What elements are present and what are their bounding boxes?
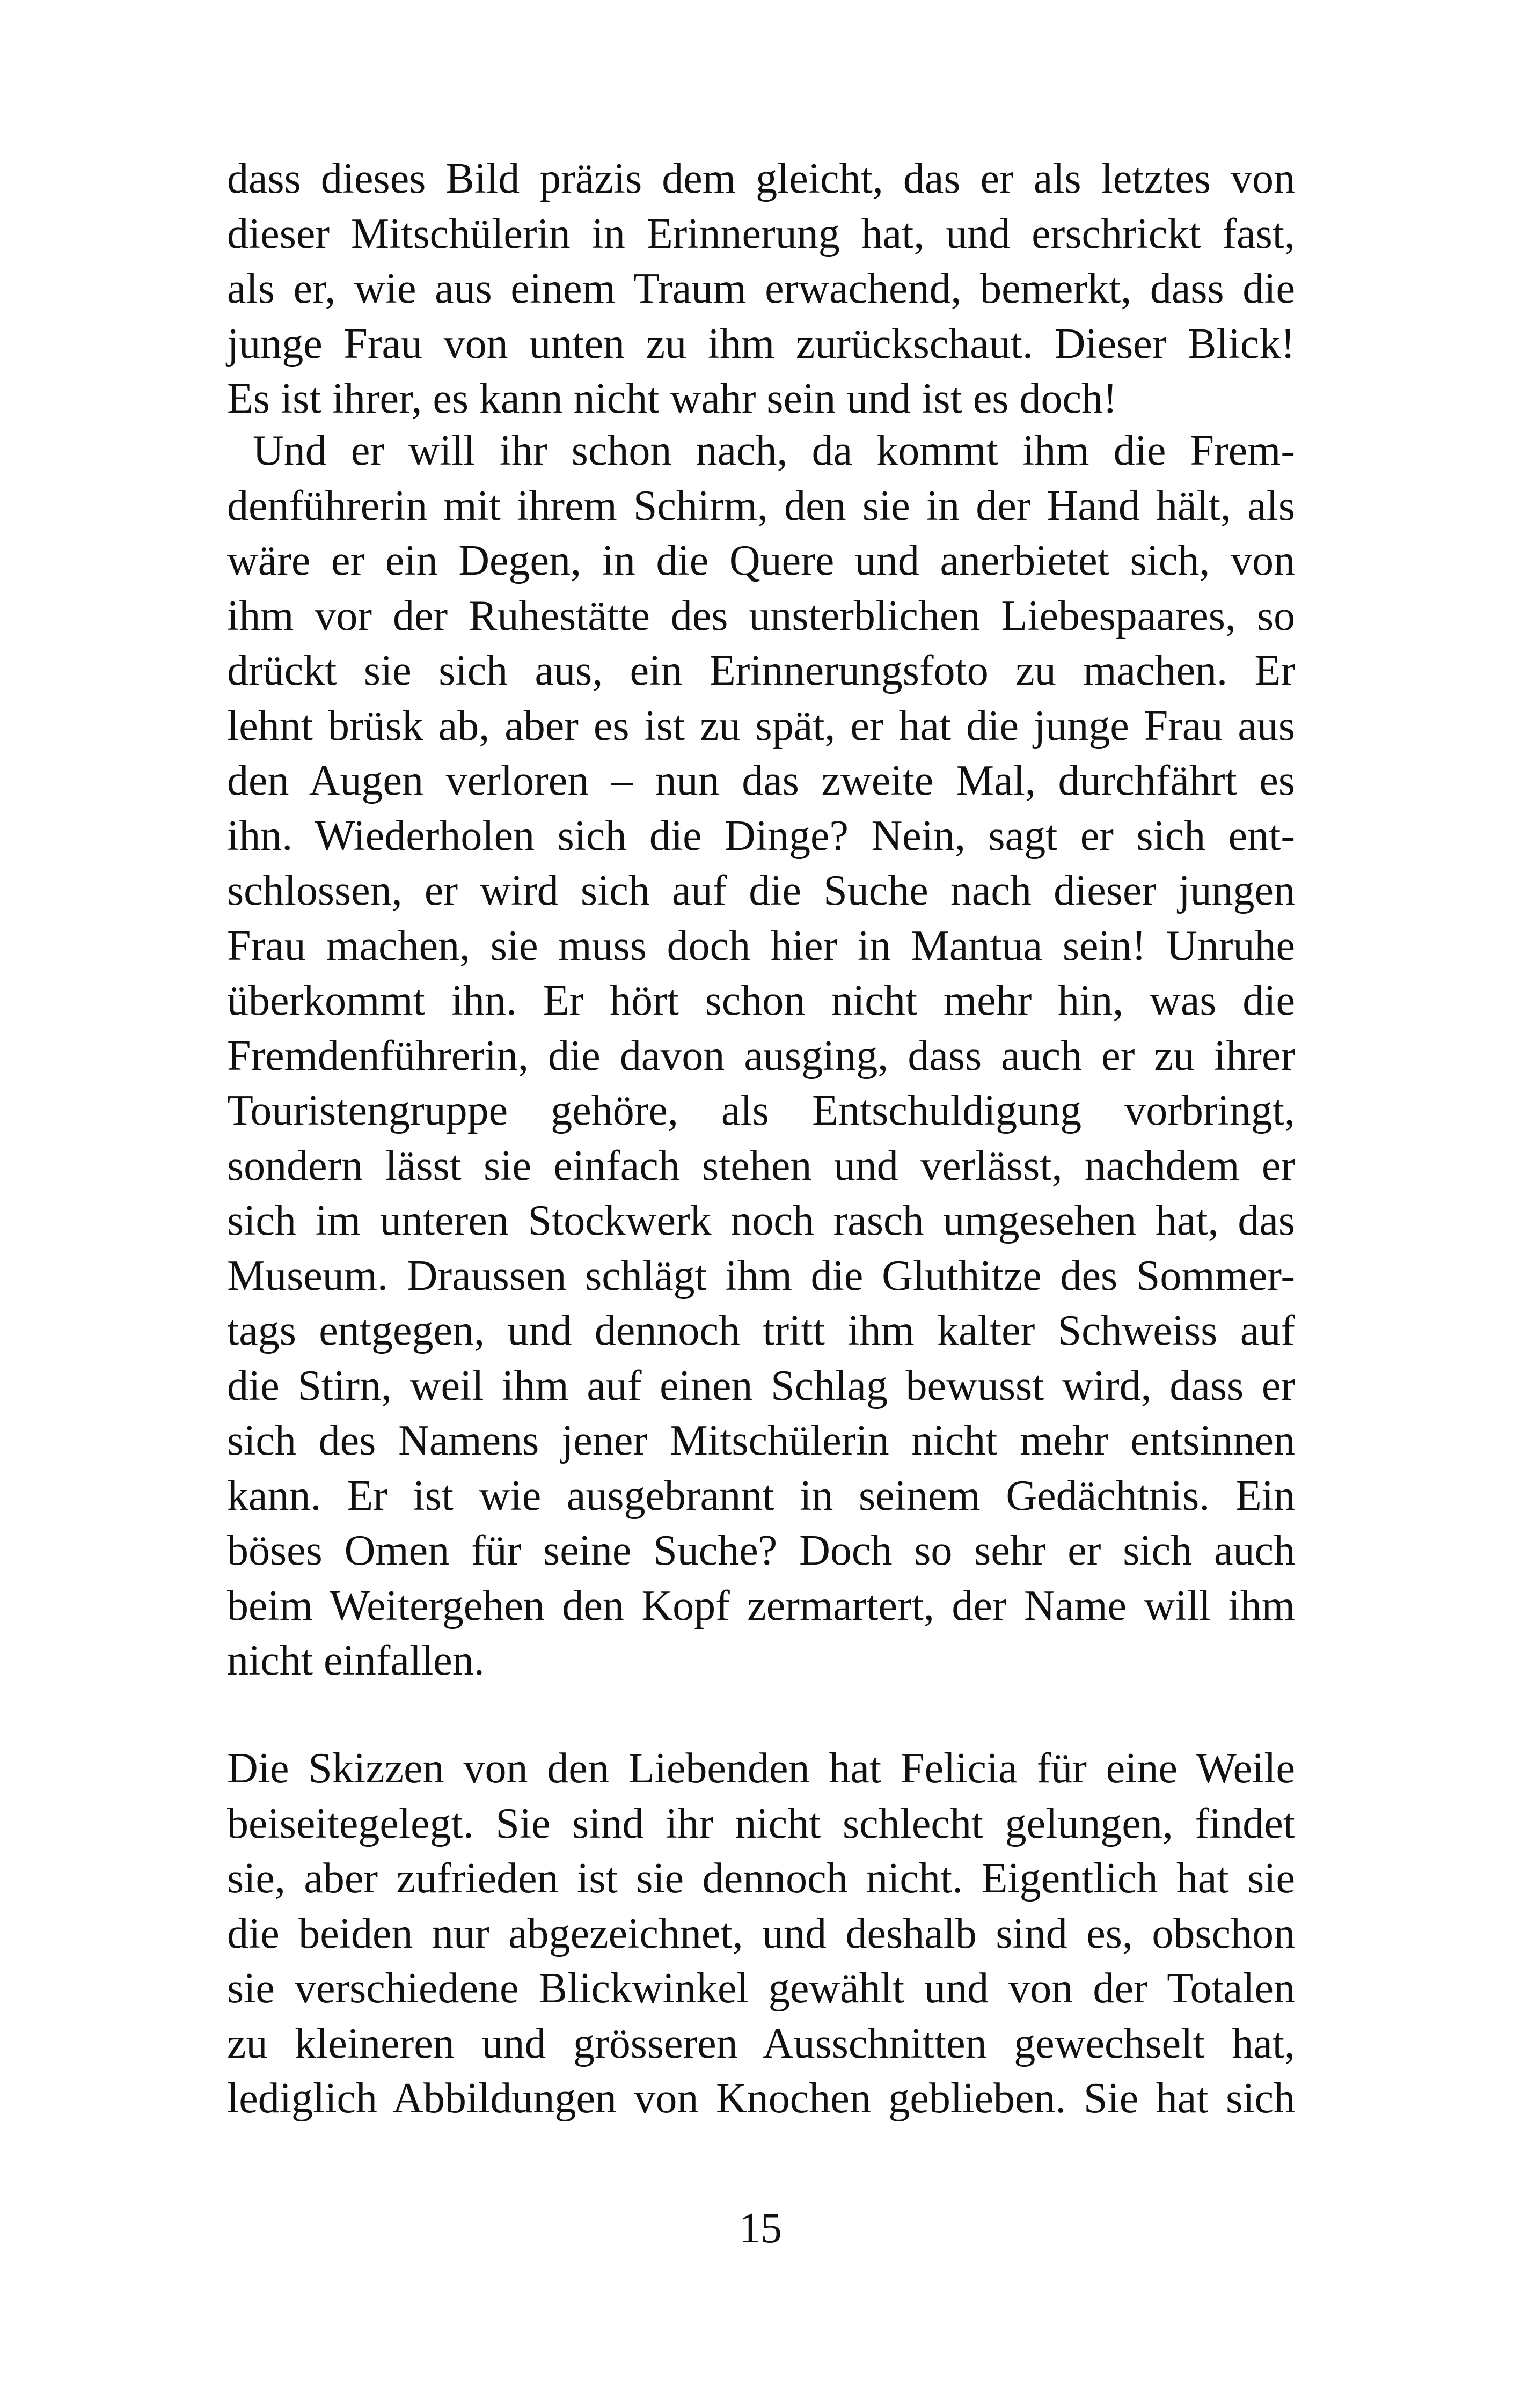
text-line: Frau machen, sie muss doch hier in Mantua sein! Unruhe <box>227 922 1295 970</box>
text-line: beiseitegelegt. Sie sind ihr nicht schlecht gelungen, findet <box>227 1800 1295 1847</box>
text-line: sie, aber zufrieden ist sie dennoch nicht. Eigentlich hat sie <box>227 1855 1295 1902</box>
text-line: dieser Mitschülerin in Erinnerung hat, und erschrickt fast, <box>227 210 1295 258</box>
paragraph-1 <box>227 151 1295 427</box>
text-line: Touristengruppe gehöre, als Entschuldigung vorbringt, <box>227 1087 1295 1134</box>
text-line: schlossen, er wird sich auf die Suche nach dieser jungen <box>227 867 1295 914</box>
paragraph-3 <box>227 1741 1295 2126</box>
text-line: die Stirn, weil ihm auf einen Schlag bewusst wird, dass er <box>227 1362 1295 1409</box>
text-line: denführerin mit ihrem Schirm, den sie in der Hand hält, als <box>227 482 1295 530</box>
text-line: als er, wie aus einem Traum erwachend, bemerkt, dass die <box>227 265 1295 312</box>
text-line: die beiden nur abgezeichnet, und deshalb sind es, obschon <box>227 1910 1295 1957</box>
page-number: 15 <box>739 2205 782 2252</box>
text-line: den Augen verloren – nun das zweite Mal, durchfährt es <box>227 757 1295 804</box>
text-line: überkommt ihn. Er hört schon nicht mehr hin, was die <box>227 977 1295 1024</box>
text-line: nicht einfallen. <box>227 1637 485 1684</box>
text-line: junge Frau von unten zu ihm zurückschaut. Dieser Blick! <box>227 320 1295 368</box>
text-line: ihm vor der Ruhestätte des unsterblichen Liebespaares, so <box>227 592 1295 640</box>
text-line: lehnt brüsk ab, aber es ist zu spät, er hat die junge Frau aus <box>227 702 1295 750</box>
text-line: Es ist ihrer, es kann nicht wahr sein und ist es doch! <box>227 375 1117 422</box>
text-line: sie verschiedene Blickwinkel gewählt und von der Totalen <box>227 1965 1295 2012</box>
text-line: Und er will ihr schon nach, da kommt ihm die Frem- <box>253 427 1295 474</box>
text-line: Fremdenführerin, die davon ausging, dass auch er zu ihrer <box>227 1032 1295 1080</box>
paragraph-2 <box>227 423 1295 1688</box>
text-line: zu kleineren und grösseren Ausschnitten gewechselt hat, <box>227 2020 1295 2067</box>
text-line: tags entgegen, und dennoch tritt ihm kalter Schweiss auf <box>227 1307 1295 1354</box>
text-line: Museum. Draussen schlägt ihm die Gluthitze des Sommer- <box>227 1252 1295 1300</box>
text-line: böses Omen für seine Suche? Doch so sehr er sich auch <box>227 1527 1295 1574</box>
text-line: sondern lässt sie einfach stehen und verlässt, nachdem er <box>227 1142 1295 1190</box>
text-line: kann. Er ist wie ausgebrannt in seinem Gedächtnis. Ein <box>227 1472 1295 1519</box>
text-line: sich des Namens jener Mitschülerin nicht mehr entsinnen <box>227 1417 1295 1464</box>
text-line: dass dieses Bild präzis dem gleicht, das er als letztes von <box>227 155 1295 202</box>
text-line: drückt sie sich aus, ein Erinnerungsfoto zu machen. Er <box>227 647 1295 694</box>
text-line: wäre er ein Degen, in die Quere und anerbietet sich, von <box>227 537 1295 584</box>
text-line: sich im unteren Stockwerk noch rasch umgesehen hat, das <box>227 1197 1295 1244</box>
text-line: beim Weitergehen den Kopf zermartert, der Name will ihm <box>227 1582 1295 1629</box>
text-line: ihn. Wiederholen sich die Dinge? Nein, sagt er sich ent- <box>227 812 1295 860</box>
text-line: Die Skizzen von den Liebenden hat Felicia für eine Weile <box>227 1745 1295 1792</box>
text-line: lediglich Abbildungen von Knochen geblieben. Sie hat sich <box>227 2075 1295 2122</box>
